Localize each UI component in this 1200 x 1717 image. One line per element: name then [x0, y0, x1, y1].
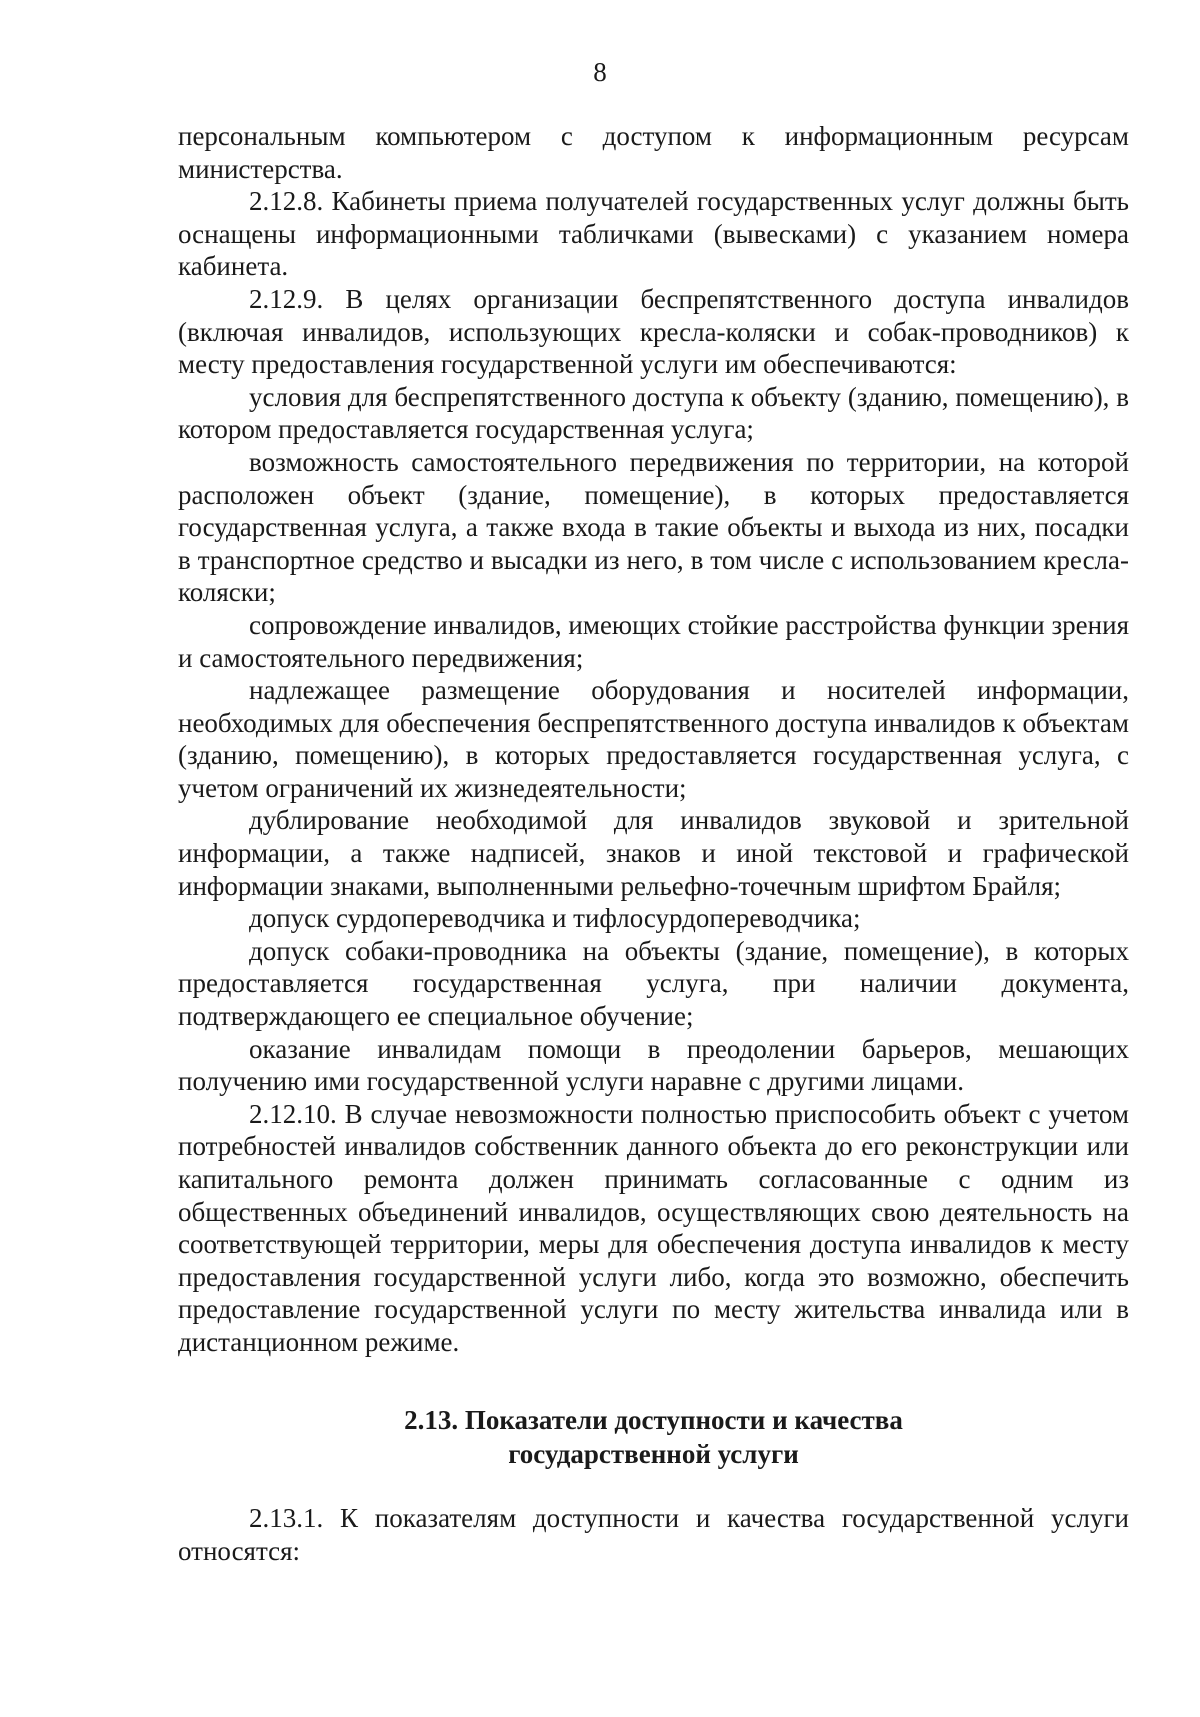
- paragraph-continuation: персональным компьютером с доступом к информационным ресурсам министерства.: [178, 121, 1129, 184]
- list-item-guide-dog: допуск собаки-проводника на объекты (здание, помещение), в которых предоставляется государственная услуга, при наличии документа, подтверждающего ее специальное обучение;: [178, 935, 1129, 1032]
- list-item-access-conditions: условия для беспрепятственного доступа к объекту (зданию, помещению), в котором предоставляется государственная услуга;: [178, 381, 1129, 445]
- list-item-duplication: дублирование необходимой для инвалидов звуковой и зрительной информации, а также надписей, знаков и иной текстовой и графической информации знаками, выполненными рельефно-точечным шрифтом Брайля;: [178, 805, 1129, 901]
- section-heading-line-1: 2.13. Показатели доступности и качества: [404, 1405, 903, 1435]
- list-item-sign-interpreter: допуск сурдопереводчика и тифлосурдопереводчика;: [249, 903, 861, 934]
- body-text: [178, 120, 1129, 1359]
- paragraph-2-12-8: 2.12.8. Кабинеты приема получателей государственных услуг должны быть оснащены информационными табличками (вывесками) с указанием номера кабинета.: [178, 186, 1129, 282]
- list-item-assistance: оказание инвалидам помощи в преодолении барьеров, мешающих получению ими государственной услуги наравне с другими лицами.: [178, 1033, 1129, 1097]
- section-heading: [178, 1403, 1129, 1471]
- section-heading-line-2: государственной услуги: [508, 1439, 799, 1469]
- paragraph-2-12-10: 2.12.10. В случае невозможности полностью приспособить объект с учетом потребностей инвалидов собственник данного объекта до его реконструкции или капитального ремонта должен принимать согласованные с одним из общественных объединений инвалидов, осуществляющих свою деятельность на соответствующей территории, меры для обеспечения доступа инвалидов к месту предоставления государственной услуги либо, когда это возможно, обеспечить предоставление государственной услуги по месту жительства инвалида или в дистанционном режиме.: [178, 1098, 1129, 1357]
- paragraph-2-13-1: 2.13.1. К показателям доступности и качества государственной услуги относятся:: [178, 1503, 1129, 1566]
- section-body: [178, 1502, 1129, 1568]
- page-number: 8: [593, 57, 607, 87]
- list-item-escort: сопровождение инвалидов, имеющих стойкие расстройства функции зрения и самостоятельного передвижения;: [178, 609, 1129, 673]
- list-item-movement: возможность самостоятельного передвижения по территории, на которой расположен объект (здание, помещение), в которых предоставляется государственная услуга, а также входа в такие объекты и выхода из них, посадки в транспортное средство и высадки из него, в том числе с использованием кресла-коляски;: [178, 446, 1129, 608]
- paragraph-2-12-9: 2.12.9. В целях организации беспрепятственного доступа инвалидов (включая инвалидов, использующих кресла-коляски и собак-проводников) к месту предоставления государственной услуги им обеспечиваются:: [178, 283, 1129, 380]
- list-item-equipment-placement: надлежащее размещение оборудования и носителей информации, необходимых для обеспечения беспрепятственного доступа инвалидов к объектам (зданию, помещению), в которых предоставляется государственная услуга, с учетом ограничений их жизнедеятельности;: [178, 675, 1129, 803]
